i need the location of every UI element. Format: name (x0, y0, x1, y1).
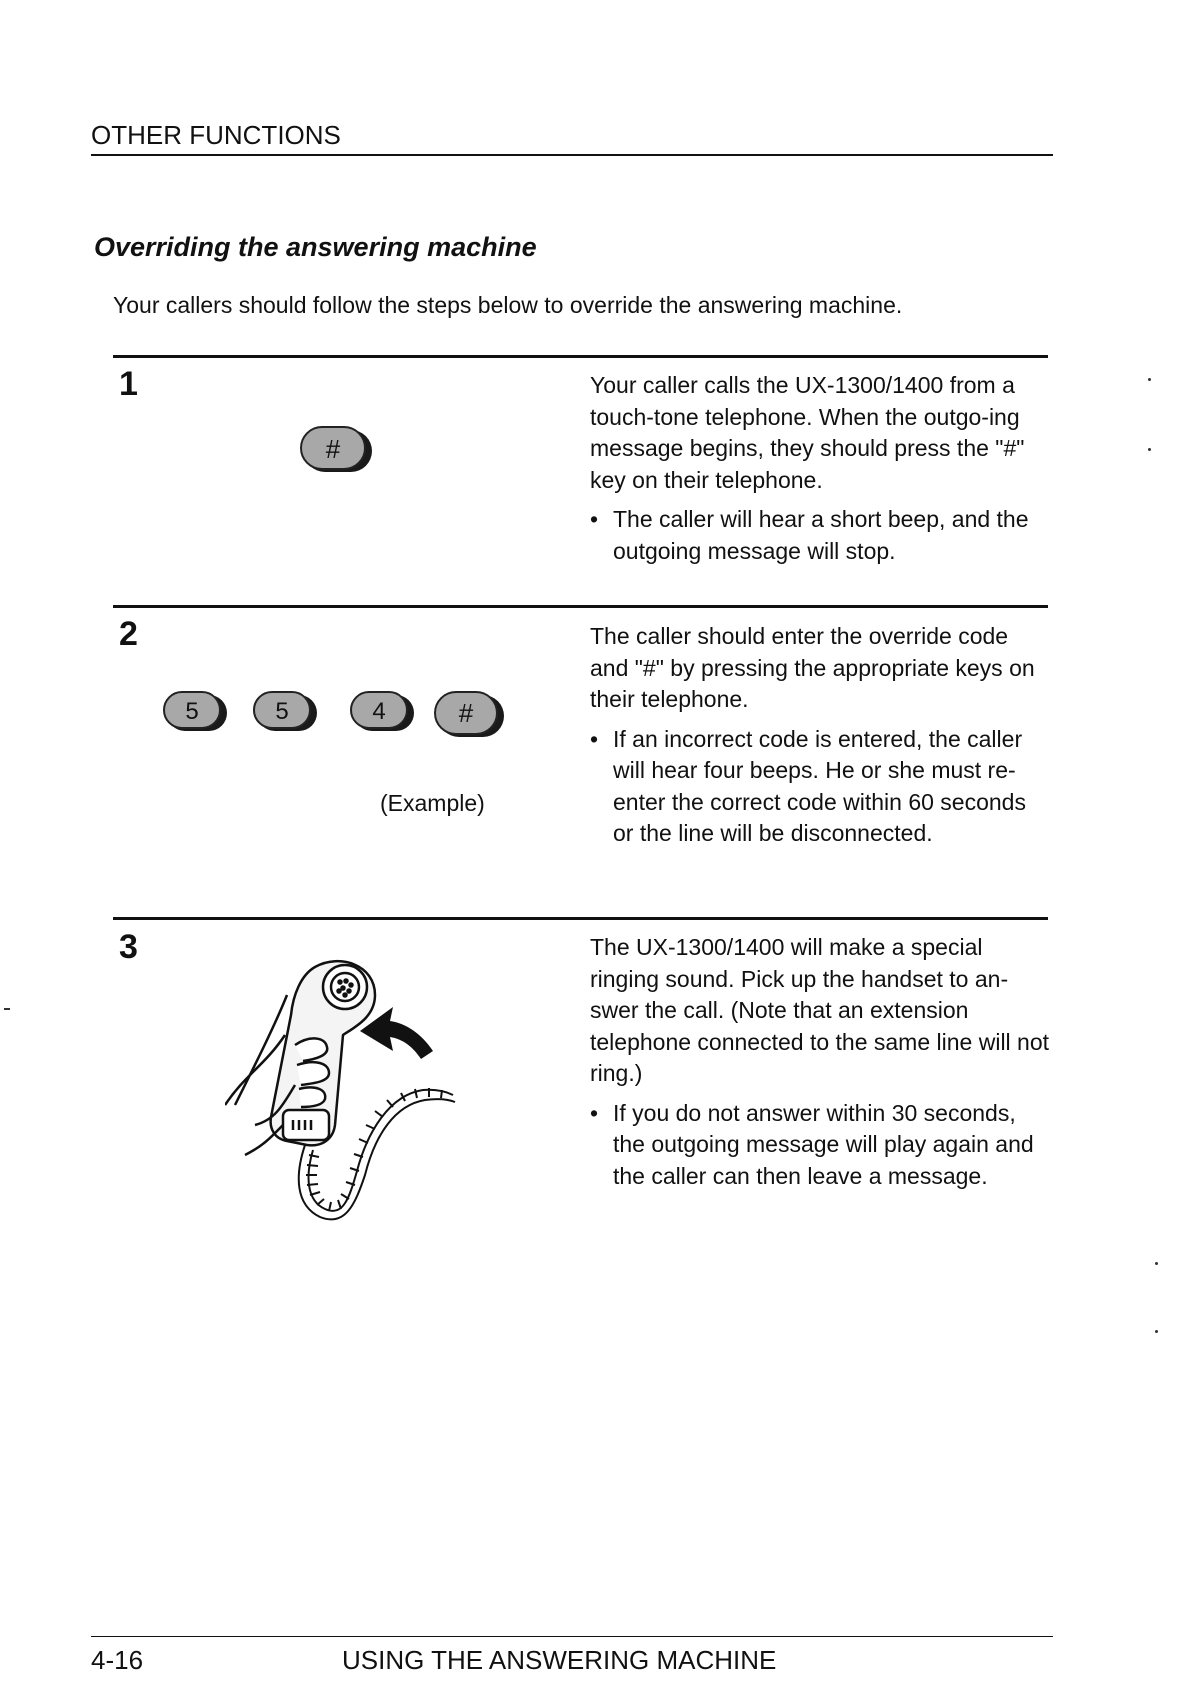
footer-chapter-title: USING THE ANSWERING MACHINE (342, 1645, 777, 1675)
section-header-text: OTHER FUNCTIONS (91, 120, 341, 150)
key-hash-icon (435, 692, 504, 737)
step-2-caption: (Example) (380, 790, 485, 816)
key-5-icon (164, 692, 227, 731)
page-title: Overriding the answering machine (94, 232, 537, 262)
svg-text:5: 5 (275, 698, 289, 725)
step-1-keys (298, 424, 378, 480)
handset-icon (225, 961, 375, 1155)
key-hash-icon (301, 427, 372, 472)
key-4-icon (351, 692, 414, 731)
intro-text: Your callers should follow the steps below to override the answering machine. (113, 292, 903, 318)
step-2-text: The caller should enter the override code and "#" by pressing the appropriate keys on their telephone. (590, 623, 1035, 712)
section-header (91, 120, 1053, 156)
footer-divider (91, 1636, 1053, 1637)
scan-speck (1148, 448, 1151, 451)
scan-speck (1155, 1330, 1158, 1333)
step-2-number: 2 (119, 615, 138, 653)
step-3-text: The UX-1300/1400 will make a special ringing sound. Pick up the handset to an-swer the call. (Note that an extension telephone connected to the same line will not ring.) (590, 934, 1050, 1086)
scan-speck (1155, 1262, 1158, 1265)
step-3-number: 3 (119, 928, 138, 966)
scan-speck (1148, 378, 1151, 381)
step-3-description (590, 932, 1050, 1200)
step-3-bullet: • If you do not answer within 30 seconds, the outgoing message will play again and the caller can then leave a message. (590, 1098, 1050, 1193)
upward-arrow-icon (360, 1007, 433, 1059)
page-number: 4-16 (91, 1645, 144, 1675)
svg-text:#: # (458, 698, 474, 728)
step-1-text: Your caller calls the UX-1300/1400 from a touch-tone telephone. When the outgo-ing message begins, they should press the "#" key on their telephone. (590, 372, 1025, 493)
step-2-bullet: • If an incorrect code is entered, the caller will hear four beeps. He or she must re-enter the correct code within 60 seconds or the line will be disconnected. (590, 724, 1050, 850)
step-1-description (590, 370, 1050, 575)
step-1-number: 1 (119, 365, 138, 403)
step-2-divider (113, 605, 1048, 608)
key-5-icon (254, 692, 317, 731)
step-2-description (590, 621, 1050, 858)
step-2-keys (160, 688, 510, 748)
svg-text:5: 5 (185, 698, 199, 725)
svg-text:#: # (325, 434, 341, 464)
svg-text:4: 4 (372, 698, 386, 725)
scan-mark (4, 1008, 10, 1010)
handset-pickup-illustration (225, 955, 485, 1245)
step-1-bullet: • The caller will hear a short beep, and the outgoing message will stop. (590, 504, 1050, 567)
step-3-divider (113, 917, 1048, 920)
step-1-divider (113, 355, 1048, 358)
